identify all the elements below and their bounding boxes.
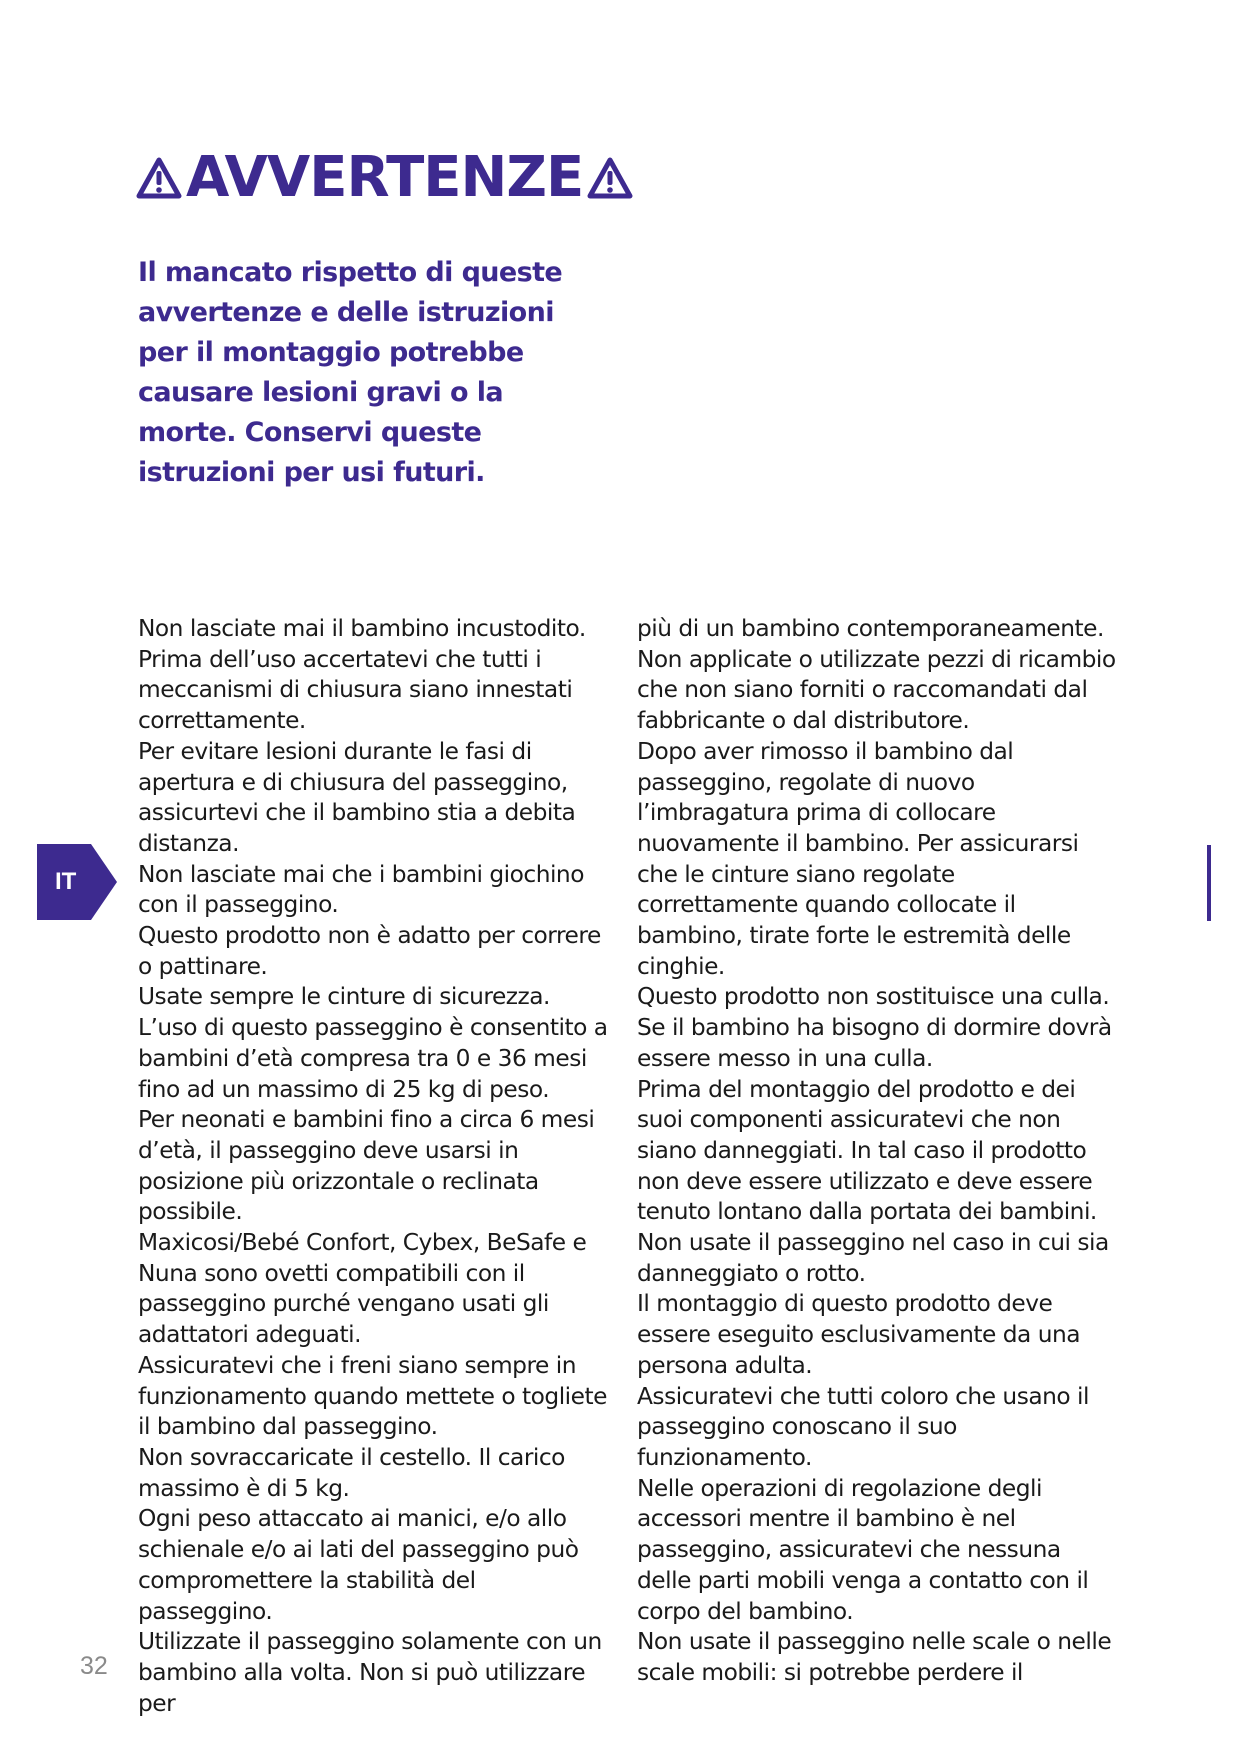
warning-item: Dopo aver rimosso il bambino dal passeggino, regolate di nuovo l’imbragatura prima di collocare nuovamente il bambino. Per assicurarsi che le cinture siano regolate correttamente quando collocate il bambino, tirate forte le estremità delle cinghie. bbox=[637, 737, 1079, 980]
warning-item: Non usate il passeggino nelle scale o nelle scale mobili: si potrebbe perdere il bbox=[637, 1628, 1112, 1686]
warning-item: Non applicate o utilizzate pezzi di ricambio che non siano forniti o raccomandati dal fabbricante o dal distributore. bbox=[637, 645, 1116, 735]
warning-item: Maxicosi/Bebé Confort, Cybex, BeSafe e Nuna sono ovetti compatibili con il passeggino purché vengano usati gli adattatori adeguati. bbox=[138, 1229, 587, 1349]
right-column bbox=[637, 614, 1117, 1689]
warning-item: Per neonati e bambini fino a circa 6 mesi d’età, il passeggino deve usarsi in posizione più orizzontale o reclinata possibile. bbox=[138, 1106, 595, 1226]
language-tab-shape bbox=[37, 844, 117, 920]
warning-item: Usate sempre le cinture di sicurezza. bbox=[138, 983, 550, 1011]
warning-item: Prima dell’uso accertatevi che tutti i meccanismi di chiusura siano innestati correttamente. bbox=[138, 645, 573, 735]
warning-item: Non lasciate mai il bambino incustodito. bbox=[138, 615, 586, 642]
warning-item: Questo prodotto non è adatto per correre o pattinare. bbox=[138, 922, 601, 980]
language-tab bbox=[37, 844, 117, 920]
warning-item: Utilizzate il passeggino solamente con un bambino alla volta. Non si può utilizzare per bbox=[138, 1628, 602, 1717]
warning-item: Non sovraccaricate il cestello. Il carico massimo è di 5 kg. bbox=[138, 1443, 565, 1502]
warning-item: Prima del montaggio del prodotto e dei suoi componenti assicuratevi che non siano danneggiati. In tal caso il prodotto non deve essere utilizzato e deve essere tenuto lontano dalla portata dei bambini. bbox=[637, 1075, 1097, 1226]
warning-item: Per evitare lesioni durante le fasi di apertura e di chiusura del passeggino, assicurtevi che il bambino stia a debita distanza. bbox=[138, 737, 576, 857]
warning-item: Assicuratevi che i freni siano sempre in funzionamento quando mettete o togliete il bambino dal passeggino. bbox=[138, 1351, 607, 1441]
page-title: AVVERTENZE bbox=[186, 145, 584, 210]
page-number: 32 bbox=[80, 1652, 108, 1680]
edge-marker bbox=[1207, 845, 1211, 921]
language-label: IT bbox=[55, 868, 77, 895]
warning-item: Ogni peso attaccato ai manici, e/o allo schienale e/o ai lati del passeggino può compromettere la stabilità del passeggino. bbox=[138, 1505, 579, 1625]
warning-intro: Il mancato rispetto di queste avvertenze e delle istruzioni per il montaggio potrebbe causare lesioni gravi o la morte. Conservi queste istruzioni per usi futuri. bbox=[138, 257, 563, 488]
warning-item: Assicuratevi che tutti coloro che usano il passeggino conoscano il suo funzionamento. bbox=[637, 1382, 1089, 1471]
warning-item: Nelle operazioni di regolazione degli accessori mentre il bambino è nel passeggino, assicuratevi che nessuna delle parti mobili venga a contatto con il corpo del bambino. bbox=[637, 1474, 1089, 1625]
warning-item: L’uso di questo passeggino è consentito a bambini d’età compresa tra 0 e 36 mesi fino ad un massimo di 25 kg di peso. bbox=[138, 1014, 608, 1103]
warning-item: Questo prodotto non sostituisce una culla. Se il bambino ha bisogno di dormire dovrà essere messo in una culla. bbox=[637, 983, 1112, 1072]
warning-triangle-icon bbox=[136, 156, 182, 200]
page-title-block bbox=[136, 145, 633, 210]
warning-item: Il montaggio di questo prodotto deve essere eseguito esclusivamente da una persona adulta. bbox=[637, 1290, 1081, 1379]
warning-item: più di un bambino contemporaneamente. bbox=[637, 615, 1104, 642]
left-column bbox=[138, 614, 608, 1719]
warning-item: Non lasciate mai che i bambini giochino con il passeggino. bbox=[138, 860, 584, 919]
warning-triangle-icon bbox=[587, 156, 633, 200]
warning-item: Non usate il passeggino nel caso in cui sia danneggiato o rotto. bbox=[637, 1229, 1109, 1287]
